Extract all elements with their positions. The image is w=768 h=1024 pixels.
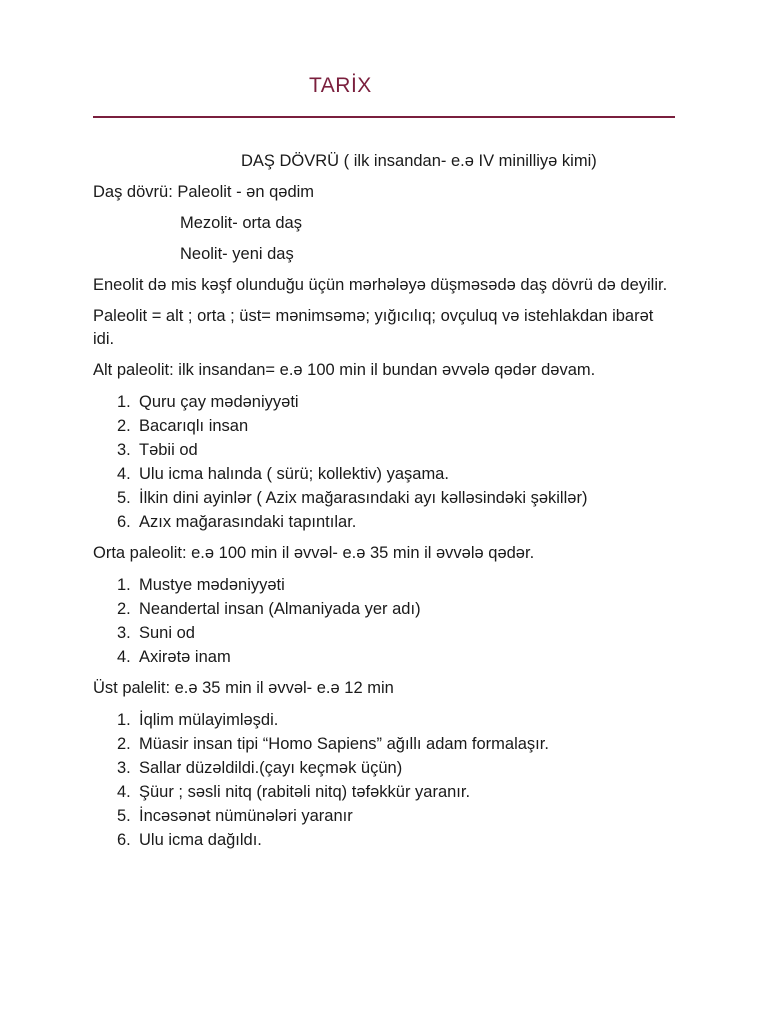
list-item bbox=[93, 573, 675, 597]
list-number: 5. bbox=[117, 807, 131, 825]
alt-paleolit-heading: Alt paleolit: ilk insandan= e.ə 100 min il bundan əvvələ qədər dəvam. bbox=[93, 361, 596, 379]
section-heading: DAŞ DÖVRÜ ( ilk insandan- e.ə IV minilliyə kimi) bbox=[241, 152, 597, 170]
list-number: 6. bbox=[117, 831, 131, 849]
list-item bbox=[93, 462, 675, 486]
list-item bbox=[93, 621, 675, 645]
list-number: 2. bbox=[117, 735, 131, 753]
das-dovru-line: Daş dövrü: Paleolit - ən qədim bbox=[93, 183, 315, 201]
list-text: Müasir insan tipi “Homo Sapiens” ağıllı adam formalaşır. bbox=[139, 735, 549, 753]
list-text: İlkin dini ayinlər ( Azix mağarasındaki ayı kəlləsindəki şəkillər) bbox=[139, 489, 588, 507]
list-text: Şüur ; səsli nitq (rabitəli nitq) təfəkkür yaranır. bbox=[139, 783, 471, 801]
list-text: Mustye mədəniyyəti bbox=[139, 576, 285, 594]
mezolit-line: Mezolit- orta daş bbox=[180, 214, 302, 232]
alt-paleolit-list bbox=[93, 390, 675, 534]
list-number: 3. bbox=[117, 759, 131, 777]
list-number: 1. bbox=[117, 393, 131, 411]
orta-paleolit-list bbox=[93, 573, 675, 669]
list-text: İncəsənət nümünələri yaranır bbox=[139, 807, 353, 825]
list-item bbox=[93, 645, 675, 669]
list-text: Ulu icma halında ( sürü; kollektiv) yaşama. bbox=[139, 465, 449, 483]
list-item bbox=[93, 756, 675, 780]
list-number: 3. bbox=[117, 624, 131, 642]
list-item bbox=[93, 708, 675, 732]
orta-paleolit-heading: Orta paleolit: e.ə 100 min il əvvəl- e.ə 35 min il əvvələ qədər. bbox=[93, 544, 535, 562]
ust-paleolit-heading: Üst palelit: e.ə 35 min il əvvəl- e.ə 12 min bbox=[93, 679, 394, 697]
list-number: 4. bbox=[117, 465, 131, 483]
list-number: 3. bbox=[117, 441, 131, 459]
list-item bbox=[93, 390, 675, 414]
list-item bbox=[93, 438, 675, 462]
list-number: 2. bbox=[117, 417, 131, 435]
list-text: Təbii od bbox=[139, 441, 198, 459]
list-text: İqlim mülayimləşdi. bbox=[139, 711, 279, 729]
list-number: 1. bbox=[117, 576, 131, 594]
list-item bbox=[93, 828, 675, 852]
list-text: Suni od bbox=[139, 624, 195, 642]
list-number: 1. bbox=[117, 711, 131, 729]
document-title: TARİX bbox=[309, 74, 372, 97]
list-text: Axirətə inam bbox=[139, 648, 231, 666]
list-number: 2. bbox=[117, 600, 131, 618]
paleolit-paragraph: Paleolit = alt ; orta ; üst= mənimsəmə; yığıcılıq; ovçuluq və istehlakdan ibarət idi. bbox=[93, 307, 654, 348]
list-number: 5. bbox=[117, 489, 131, 507]
list-text: Ulu icma dağıldı. bbox=[139, 831, 262, 849]
list-text: Bacarıqlı insan bbox=[139, 417, 249, 435]
list-number: 4. bbox=[117, 648, 131, 666]
title-divider bbox=[93, 116, 675, 118]
neolit-line: Neolit- yeni daş bbox=[180, 245, 294, 263]
list-item bbox=[93, 780, 675, 804]
list-text: Azıx mağarasındaki tapıntılar. bbox=[139, 513, 357, 531]
list-number: 4. bbox=[117, 783, 131, 801]
list-item bbox=[93, 597, 675, 621]
list-number: 6. bbox=[117, 513, 131, 531]
list-text: Quru çay mədəniyyəti bbox=[139, 393, 299, 411]
list-item bbox=[93, 486, 675, 510]
ust-paleolit-list bbox=[93, 708, 675, 852]
list-text: Sallar düzəldildi.(çayı keçmək üçün) bbox=[139, 759, 403, 777]
list-item bbox=[93, 732, 675, 756]
eneolit-paragraph: Eneolit də mis kəşf olunduğu üçün mərhələyə düşməsədə daş dövrü də deyilir. bbox=[93, 276, 668, 294]
document-body bbox=[93, 150, 675, 860]
list-item bbox=[93, 510, 675, 534]
list-item bbox=[93, 414, 675, 438]
list-item bbox=[93, 804, 675, 828]
list-text: Neandertal insan (Almaniyada yer adı) bbox=[139, 600, 421, 618]
